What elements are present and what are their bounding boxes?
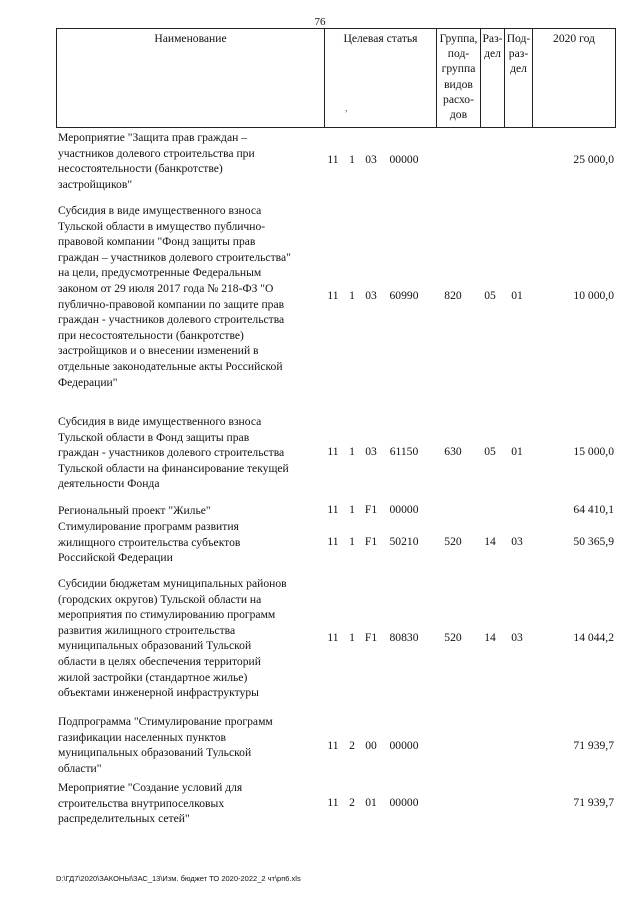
header-name	[56, 29, 324, 127]
header-podrazdel	[504, 29, 532, 127]
code-subsection: 01	[511, 445, 523, 458]
amount-2020: 64 410,1	[573, 503, 614, 516]
amount-2020: 14 044,2	[573, 631, 614, 644]
row-name-line: жилой застройки (стандартное жилье)	[58, 670, 248, 684]
row-name-line: (городских округов) Тульской области на	[58, 592, 262, 606]
code-expense-group: 820	[444, 289, 462, 302]
row-name-line: Мероприятие "Защита прав граждан –	[58, 131, 247, 144]
amount-2020: 71 939,7	[573, 739, 614, 752]
code-program: 11	[327, 445, 339, 458]
row-name-line: муниципальных образований Тульской	[58, 639, 252, 653]
code-expense-group: 520	[444, 631, 462, 644]
code-subprogram: 1	[349, 153, 355, 166]
amount-2020: 10 000,0	[573, 289, 614, 302]
code-direction: 60990	[389, 289, 419, 302]
code-direction: 00000	[389, 739, 419, 752]
code-program: 11	[327, 535, 339, 548]
code-section: 05	[484, 445, 496, 458]
code-subprogram: 1	[349, 289, 355, 302]
code-subprogram: 2	[349, 739, 355, 752]
header-target	[324, 29, 436, 127]
code-subsection: 01	[511, 289, 523, 302]
row-name-line: правовой компании "Фонд защиты прав	[58, 235, 256, 249]
row-name-line: на цели, предусмотренные Федеральным	[58, 266, 262, 280]
code-program: 11	[327, 796, 339, 809]
code-expense-group: 630	[444, 445, 462, 458]
header-mark: ,	[345, 103, 348, 114]
row-name-line: Субсидия в виде имущественного взноса	[58, 204, 262, 217]
row-name-line: Субсидии бюджетам муниципальных районов	[58, 577, 287, 590]
code-direction: 00000	[389, 153, 419, 166]
code-subprogram: 1	[349, 535, 355, 548]
row-name-line: мероприятия по стимулированию программ	[58, 608, 276, 622]
row-name-line: Стимулирование программ развития	[58, 520, 239, 533]
code-direction: 00000	[389, 796, 419, 809]
row-name-line: области"	[58, 761, 102, 775]
code-direction: 61150	[389, 445, 419, 458]
code-event: 03	[365, 289, 377, 302]
row-name-line: деятельности Фонда	[58, 477, 160, 491]
row-name-line: граждан – участников долевого строительства"	[58, 250, 291, 264]
row-name	[58, 414, 326, 492]
code-program: 11	[327, 631, 339, 644]
row-name-line: застройщиков и о внесении изменений в	[58, 344, 259, 358]
header-podrazdel-line: раз-	[508, 47, 529, 60]
header-name-label: Наименование	[154, 32, 227, 45]
amount-2020: 15 000,0	[573, 445, 614, 458]
header-razdel	[480, 29, 504, 127]
row-name	[58, 714, 326, 776]
row-name	[58, 130, 326, 192]
code-event: F1	[364, 535, 378, 548]
row-name-line: при несостоятельности (банкротстве)	[58, 328, 244, 342]
page-number: 76	[314, 16, 326, 28]
row-name-line: строительства внутрипоселковых	[58, 796, 225, 810]
row-name-line: развития жилищного строительства	[58, 623, 236, 637]
row-name-line: муниципальных образований Тульской	[58, 746, 252, 760]
header-group-line: расхо-	[443, 92, 474, 106]
code-event: 00	[365, 739, 377, 752]
code-subprogram: 1	[349, 445, 355, 458]
code-section: 05	[484, 289, 496, 302]
code-program: 11	[327, 739, 339, 752]
header-group-line: видов	[444, 77, 473, 91]
row-name	[58, 780, 326, 827]
code-program: 11	[327, 503, 339, 516]
code-section: 14	[484, 631, 496, 644]
code-subsection: 03	[511, 631, 523, 644]
code-subprogram: 2	[349, 796, 355, 809]
amount-2020: 50 365,9	[573, 535, 614, 548]
row-name-line: законом от 29 июля 2017 года № 218-ФЗ "О	[58, 281, 274, 295]
header-group-line: под-	[447, 47, 470, 61]
code-event: 03	[365, 153, 377, 166]
row-name-line: Тульской области в имущество публично-	[58, 219, 266, 233]
code-program: 11	[327, 289, 339, 302]
file-path-footer: D:\ГД7\2020\ЗАКОНЫ\ЗАС_13\Изм. бюджет ТО 2020-2022_2 чт\рп6.xls	[56, 874, 301, 883]
row-name-line: области в целях обеспечения территорий	[58, 654, 261, 668]
row-name-line: Региональный проект "Жилье"	[58, 504, 211, 517]
header-razdel-line: дел	[484, 47, 501, 60]
row-name-line: отдельные законодательные акты Российской	[58, 359, 283, 373]
header-group-line: дов	[449, 108, 468, 122]
row-name-line: газификации населенных пунктов	[58, 730, 226, 744]
row-name-line: Федерации"	[58, 375, 118, 389]
row-name-line: Тульской области на финансирование текущей	[58, 461, 289, 475]
header-group	[436, 29, 480, 127]
row-name-line: Мероприятие "Создание условий для	[58, 781, 243, 794]
row-name	[58, 576, 326, 701]
row-name-line: Российской Федерации	[58, 551, 173, 565]
header-razdel-line: Раз-	[482, 32, 503, 45]
code-event: 03	[365, 445, 377, 458]
row-name	[58, 503, 326, 519]
code-subsection: 03	[511, 535, 523, 548]
row-name-line: граждан - участников долевого строительства	[58, 313, 285, 327]
code-event: F1	[364, 503, 378, 516]
code-subprogram: 1	[349, 631, 355, 644]
code-section: 14	[484, 535, 496, 548]
header-group-line: группа	[441, 62, 476, 76]
code-direction: 00000	[389, 503, 419, 516]
code-direction: 80830	[389, 631, 419, 644]
header-podrazdel-line: дел	[510, 62, 527, 75]
row-name-line: жилищного строительства субъектов	[58, 535, 241, 549]
code-direction: 50210	[389, 535, 419, 548]
row-name-line: распределительных сетей"	[58, 812, 190, 826]
code-subprogram: 1	[349, 503, 355, 516]
code-event: F1	[364, 631, 378, 644]
table-header	[56, 28, 616, 128]
row-name-line: застройщиков"	[58, 177, 133, 191]
row-name-line: объектами инженерной инфраструктуры	[58, 686, 259, 700]
header-year-label: 2020 год	[553, 32, 595, 45]
row-name-line: несостоятельности (банкротстве)	[58, 162, 223, 176]
amount-2020: 71 939,7	[573, 796, 614, 809]
header-target-label: Целевая статья	[343, 32, 418, 45]
header-group-line: Группа,	[439, 32, 478, 45]
row-name	[58, 203, 326, 390]
row-name-line: граждан - участников долевого строительства	[58, 446, 285, 460]
header-podrazdel-line: Под-	[506, 32, 531, 45]
row-name-line: участников долевого строительства при	[58, 146, 255, 160]
row-name-line: Субсидия в виде имущественного взноса	[58, 415, 262, 428]
code-expense-group: 520	[444, 535, 462, 548]
row-name-line: публично-правовой компании по защите прав	[58, 297, 285, 311]
row-name	[58, 519, 326, 566]
code-event: 01	[365, 796, 377, 809]
amount-2020: 25 000,0	[573, 153, 614, 166]
row-name-line: Подпрограмма "Стимулирование программ	[58, 715, 273, 728]
row-name-line: Тульской области в Фонд защиты прав	[58, 430, 250, 444]
header-year	[532, 29, 616, 127]
code-program: 11	[327, 153, 339, 166]
